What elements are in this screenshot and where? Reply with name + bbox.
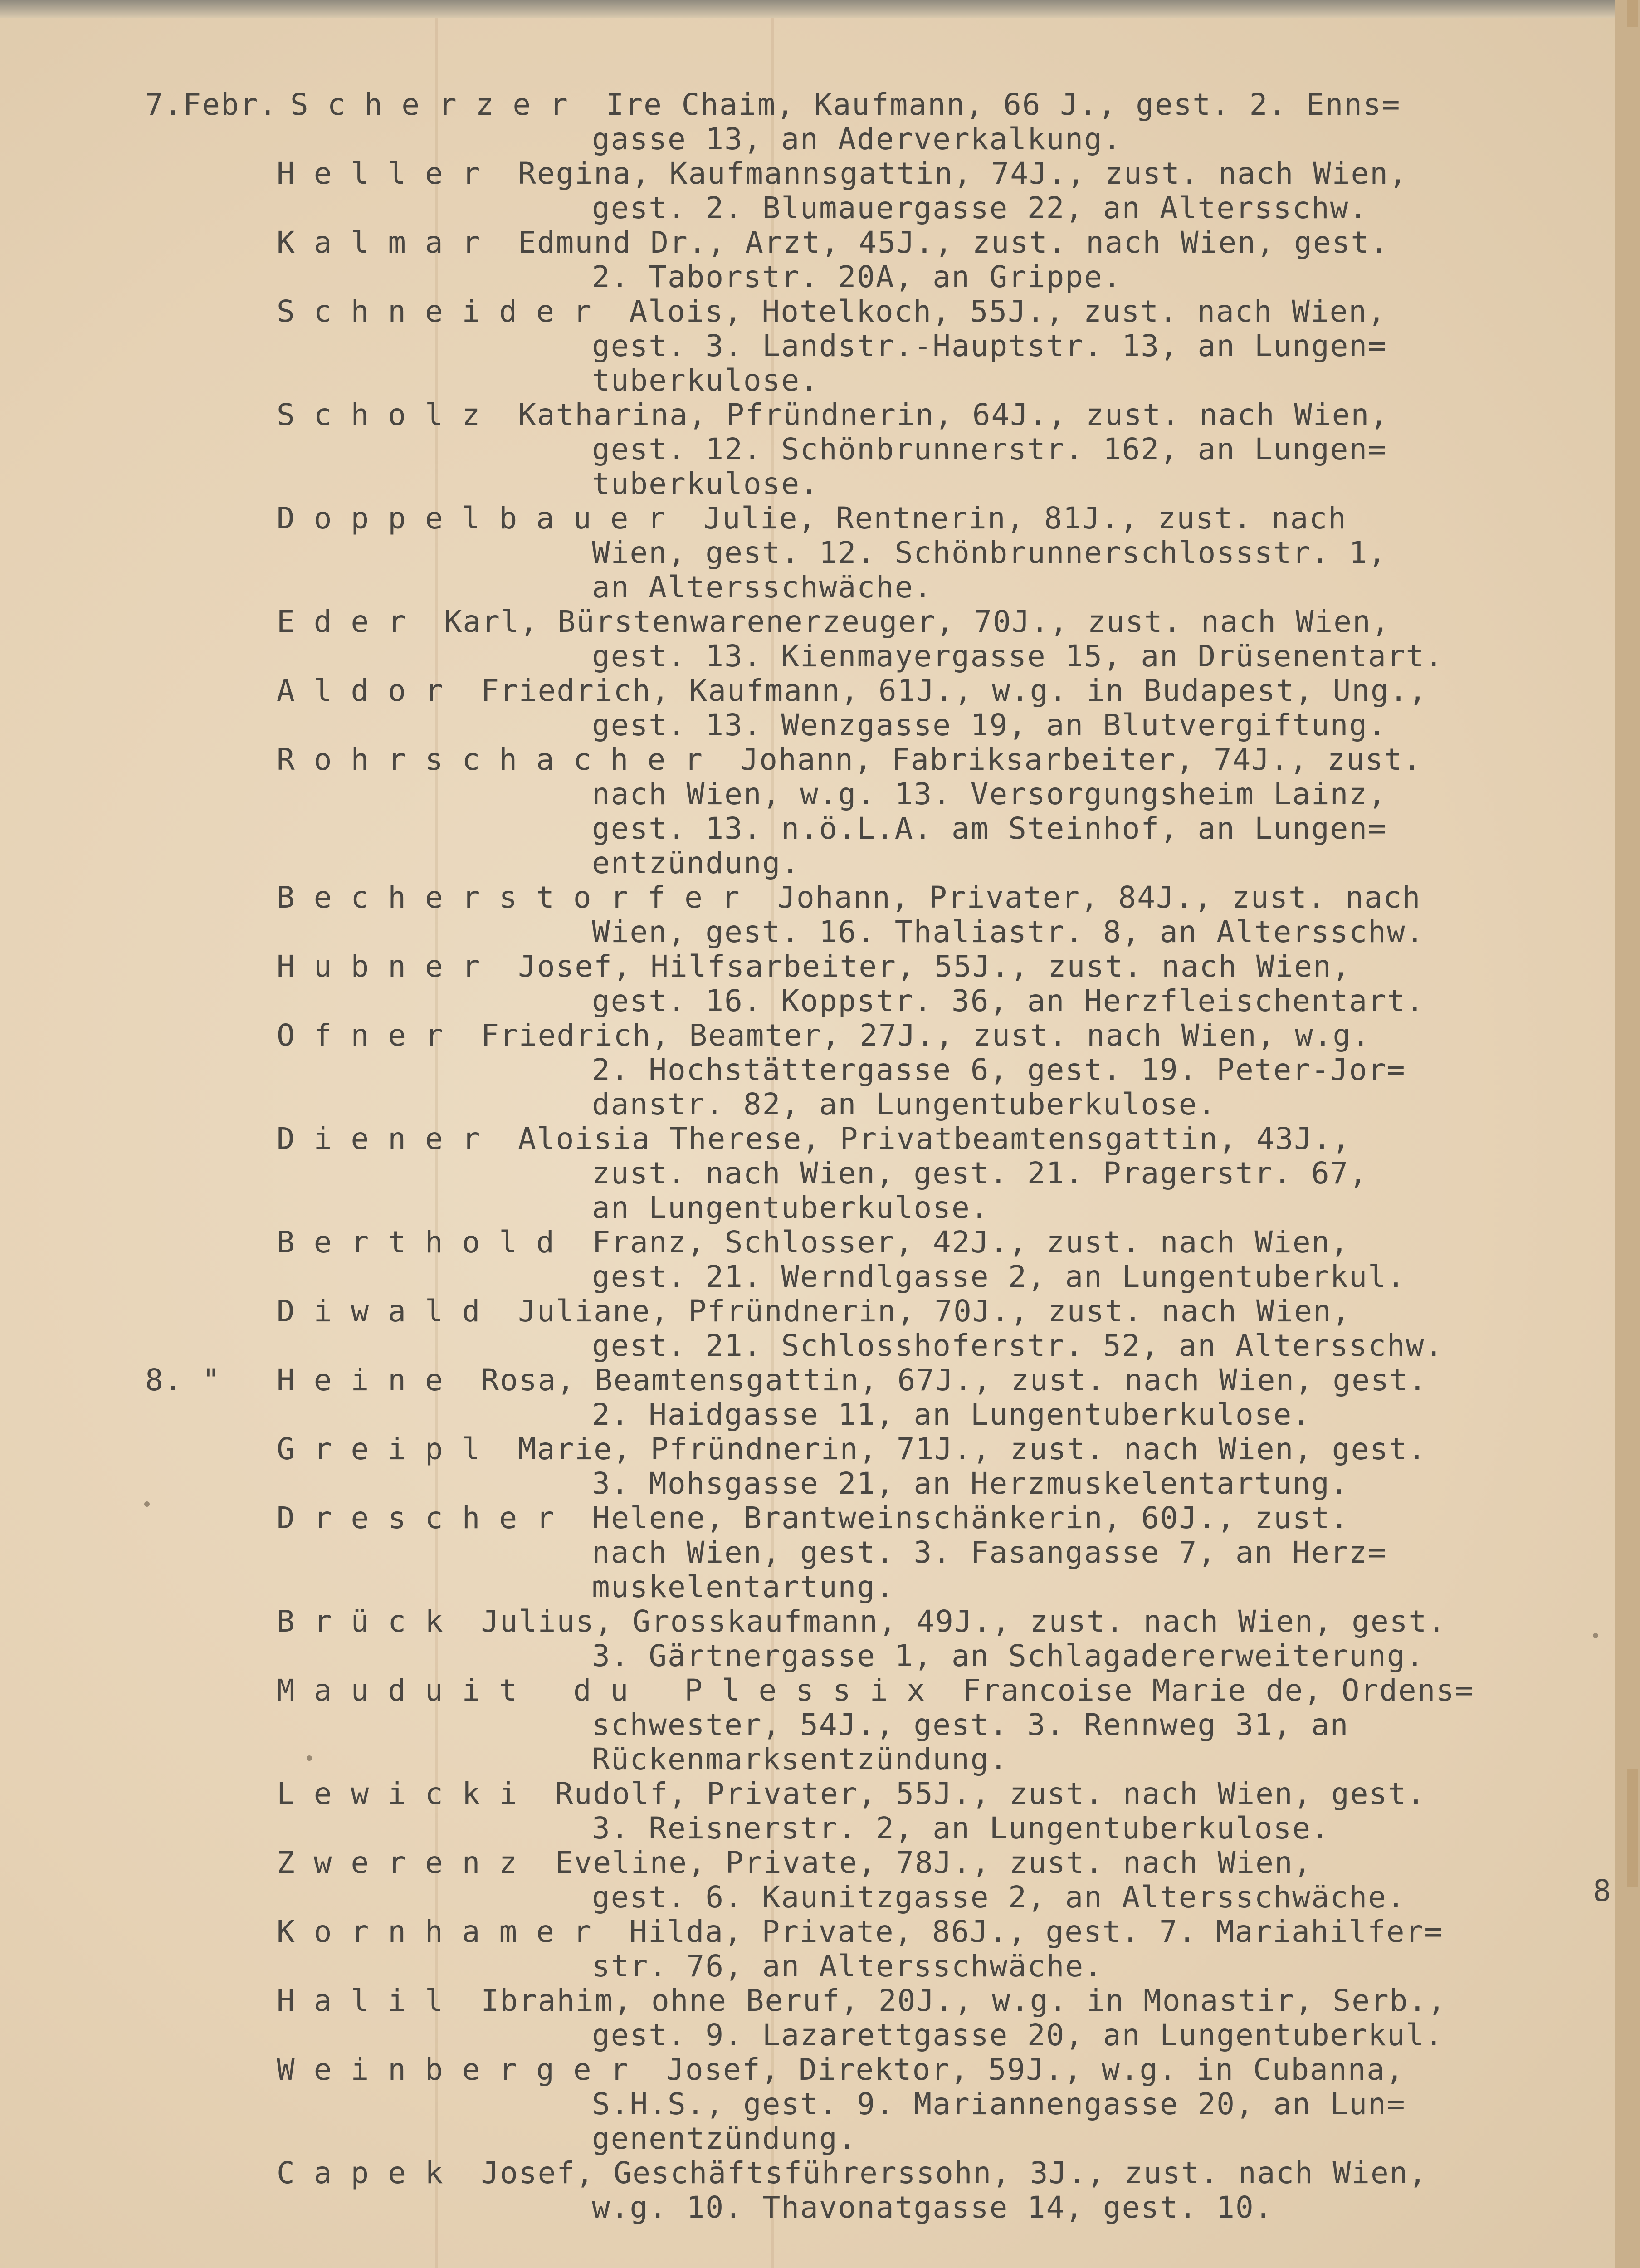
entry-text-line: gest. 21. Schlosshoferstr. 52, an Altersschw. xyxy=(592,1328,1444,1363)
entry-first-line xyxy=(277,1363,1428,1398)
entry-surname: Scherzer xyxy=(290,87,587,122)
entry-text-line: gest. 2. Blumauergasse 22, an Altersschw. xyxy=(592,191,1368,225)
entry-text-line: gest. 16. Koppstr. 36, an Herzfleischentart. xyxy=(592,983,1425,1018)
entry-surname: Aldor xyxy=(277,673,462,708)
entry-text-line: Eveline, Private, 78J., zust. nach Wien, xyxy=(536,1845,1313,1880)
entry-text-line: gest. 3. Landstr.-Hauptstr. 13, an Lungen= xyxy=(592,328,1387,363)
entry-text-line: Marie, Pfründnerin, 71J., zust. nach Wien, gest. xyxy=(499,1432,1427,1466)
entry-text-line: gest. 21. Werndlgasse 2, an Lungentuberkul. xyxy=(592,1259,1406,1294)
entry-surname: Diener xyxy=(277,1121,499,1156)
entry-text-line: Helene, Brantweinschänkerin, 60J., zust. xyxy=(573,1501,1350,1535)
entry-first-line xyxy=(277,1018,1371,1053)
entry-text-line: Aloisia Therese, Privatbeamtensgattin, 43J., xyxy=(499,1121,1351,1156)
entry-text-line: 3. Gärtnergasse 1, an Schlagadererweiterung. xyxy=(592,1638,1425,1673)
entry-text-line: nach Wien, gest. 3. Fasangasse 7, an Herz= xyxy=(592,1535,1387,1570)
entry-first-line xyxy=(277,397,1389,432)
entry-text-line: Johann, Fabriksarbeiter, 74J., zust. xyxy=(721,742,1422,777)
entry-surname: Mauduit du Plessix xyxy=(277,1673,944,1708)
entry-text-line: Johann, Privater, 84J., zust. nach xyxy=(758,880,1421,915)
entry-surname: Eder xyxy=(277,604,425,639)
entry-text-line: Ibrahim, ohne Beruf, 20J., w.g. in Monastir, Serb., xyxy=(462,1983,1446,2018)
entry-first-line xyxy=(277,1434,1426,1464)
entry-first-line xyxy=(277,1294,1351,1329)
entry-first-line xyxy=(277,880,1421,915)
entry-text-line: Juliane, Pfründnerin, 70J., zust. nach Wien, xyxy=(499,1294,1351,1329)
entry-text-line: Julie, Rentnerin, 81J., zust. nach xyxy=(684,501,1347,536)
entry-text-line: an Altersschwäche. xyxy=(592,570,933,605)
entry-first-line xyxy=(290,87,1401,122)
entry-text-line: Edmund Dr., Arzt, 45J., zust. nach Wien, gest. xyxy=(499,225,1389,260)
entry-text-line: gasse 13, an Aderverkalkung. xyxy=(592,122,1122,156)
entry-surname: Scholz xyxy=(277,397,499,432)
entry-first-line xyxy=(277,1776,1426,1811)
entry-text-line: Julius, Grosskaufmann, 49J., zust. nach Wien, gest. xyxy=(462,1604,1446,1639)
entry-first-line xyxy=(277,2052,1405,2087)
entry-text-line: w.g. 10. Thavonatgasse 14, gest. 10. xyxy=(592,2190,1274,2225)
entry-text-line: nach Wien, w.g. 13. Versorgungsheim Lainz, xyxy=(592,777,1387,811)
entry-first-line xyxy=(277,225,1389,260)
entry-text-line: gest. 12. Schönbrunnerstr. 162, an Lungen= xyxy=(592,432,1387,467)
entry-text-line: entzündung. xyxy=(592,846,800,880)
entry-first-line xyxy=(277,2158,1427,2188)
entry-first-line xyxy=(277,294,1386,329)
entry-text-line: Josef, Direktor, 59J., w.g. in Cubanna, xyxy=(647,2052,1405,2087)
entry-first-line xyxy=(277,1914,1443,1949)
entry-first-line xyxy=(277,1983,1446,2018)
entry-text-line: Alois, Hotelkoch, 55J., zust. nach Wien, xyxy=(610,294,1386,329)
entry-text-line: Francoise Marie de, Ordens= xyxy=(944,1673,1474,1708)
entry-surname: Capek xyxy=(277,2156,462,2190)
entry-text-line: muskelentartung. xyxy=(592,1569,895,1604)
entry-first-line xyxy=(277,501,1347,536)
entry-surname: Becherstorfer xyxy=(277,880,759,915)
entry-first-line xyxy=(277,1673,1474,1708)
binding-strip xyxy=(1615,0,1640,2268)
entry-text-line: 3. Mohsgasse 21, an Herzmuskelentartung. xyxy=(592,1466,1349,1501)
entry-text-line: 3. Reisnerstr. 2, an Lungentuberkulose. xyxy=(592,1811,1330,1846)
binding-tab xyxy=(1627,0,1638,27)
entry-first-line xyxy=(277,1121,1351,1156)
entry-text-line: Katharina, Pfründnerin, 64J., zust. nach Wien, xyxy=(499,397,1389,432)
entry-text-line: gest. 13. n.ö.L.A. am Steinhof, an Lungen= xyxy=(592,811,1387,846)
entry-text-line: danstr. 82, an Lungentuberkulose. xyxy=(592,1087,1217,1122)
entry-first-line xyxy=(277,1503,1349,1533)
entry-surname: Diwald xyxy=(277,1294,499,1329)
entry-text-line: gest. 6. Kaunitzgasse 2, an Altersschwäche. xyxy=(592,1880,1406,1915)
entry-text-line: 2. Haidgasse 11, an Lungentuberkulose. xyxy=(592,1397,1311,1432)
entry-text-line: Rosa, Beamtensgattin, 67J., zust. nach Wien, gest. xyxy=(462,1363,1428,1398)
entry-surname: Halil xyxy=(277,1983,462,2018)
entry-text-line: Regina, Kaufmannsgattin, 74J., zust. nach Wien, xyxy=(499,156,1408,191)
entry-text-line: Rudolf, Privater, 55J., zust. nach Wien, gest. xyxy=(536,1776,1426,1811)
entry-surname: Ofner xyxy=(277,1018,462,1053)
entry-date: 7.Febr. xyxy=(145,87,278,122)
entry-text-line: an Lungentuberkulose. xyxy=(592,1190,990,1225)
entry-surname: Weinberger xyxy=(277,2052,648,2087)
entry-text-line: schwester, 54J., gest. 3. Rennweg 31, an xyxy=(592,1707,1349,1742)
entry-surname: Greipl xyxy=(277,1432,499,1466)
entry-first-line xyxy=(277,604,1391,639)
entry-surname: Zwerenz xyxy=(277,1845,537,1880)
entry-surname: Kalmar xyxy=(277,225,499,260)
entry-text-line: Hilda, Private, 86J., gest. 7. Mariahilfer= xyxy=(610,1914,1443,1949)
entry-surname: Schneider xyxy=(277,294,610,329)
entry-text-line: tuberkulose. xyxy=(592,466,819,501)
entry-first-line xyxy=(277,742,1422,777)
entry-text-line: S.H.S., gest. 9. Mariannengasse 20, an Lun= xyxy=(592,2087,1406,2121)
entry-text-line: 2. Taborstr. 20A, an Grippe. xyxy=(592,259,1122,294)
entry-surname: Brück xyxy=(277,1604,462,1639)
entry-text-line: Josef, Hilfsarbeiter, 55J., zust. nach Wien, xyxy=(499,949,1351,984)
entry-text-line: 2. Hochstättergasse 6, gest. 19. Peter-Jor= xyxy=(592,1052,1406,1087)
entry-text-line: Karl, Bürstenwarenerzeuger, 70J., zust. nach Wien, xyxy=(425,604,1391,639)
margin-mark: 8 xyxy=(1593,1873,1611,1908)
entry-text-line: genentzündung. xyxy=(592,2121,857,2156)
entry-text-line: Ire Chaim, Kaufmann, 66 J., gest. 2. Enns= xyxy=(586,87,1401,122)
entry-text-line: tuberkulose. xyxy=(592,363,819,398)
entry-first-line xyxy=(277,949,1351,984)
entry-first-line xyxy=(277,1225,1350,1260)
entry-text-line: Rückenmarksentzündung. xyxy=(592,1742,1009,1777)
entry-surname: Kornhamer xyxy=(277,1914,610,1949)
entry-text-line: Josef, Geschäftsführerssohn, 3J., zust. nach Wien, xyxy=(462,2156,1428,2190)
entry-surname: Heller xyxy=(277,156,499,191)
entry-date: 8. " xyxy=(145,1363,221,1398)
entry-first-line xyxy=(277,1845,1313,1880)
entry-text-line: Friedrich, Beamter, 27J., zust. nach Wien, w.g. xyxy=(462,1018,1371,1053)
entry-text-line: Franz, Schlosser, 42J., zust. nach Wien, xyxy=(573,1225,1350,1260)
entry-first-line xyxy=(277,1604,1446,1639)
entry-surname: Lewicki xyxy=(277,1776,537,1811)
binding-tab xyxy=(1627,1769,1638,1887)
entry-text-line: gest. 13. Kienmayergasse 15, an Drüsenentart. xyxy=(592,639,1444,674)
entry-text-line: Friedrich, Kaufmann, 61J., w.g. in Budapest, Ung., xyxy=(462,673,1428,708)
entry-text-line: Wien, gest. 12. Schönbrunnerschlossstr. 1, xyxy=(592,535,1387,570)
entry-text-line: Wien, gest. 16. Thaliastr. 8, an Altersschw. xyxy=(592,914,1425,949)
entry-surname: Berthold xyxy=(277,1225,573,1260)
entry-text-line: zust. nach Wien, gest. 21. Pragerstr. 67, xyxy=(592,1156,1368,1191)
entry-surname: Rohrschacher xyxy=(277,742,722,777)
entry-text-line: gest. 9. Lazarettgasse 20, an Lungentuberkul. xyxy=(592,2018,1444,2053)
entry-surname: Doppelbauer xyxy=(277,501,685,536)
entry-first-line xyxy=(277,673,1428,708)
entry-surname: Heine xyxy=(277,1363,462,1398)
entry-surname: Hubner xyxy=(277,949,499,984)
entry-text-line: gest. 13. Wenzgasse 19, an Blutvergiftung. xyxy=(592,708,1387,743)
entry-text-line: str. 76, an Altersschwäche. xyxy=(592,1949,1103,1984)
entry-surname: Drescher xyxy=(277,1501,573,1535)
entry-first-line xyxy=(277,156,1408,191)
